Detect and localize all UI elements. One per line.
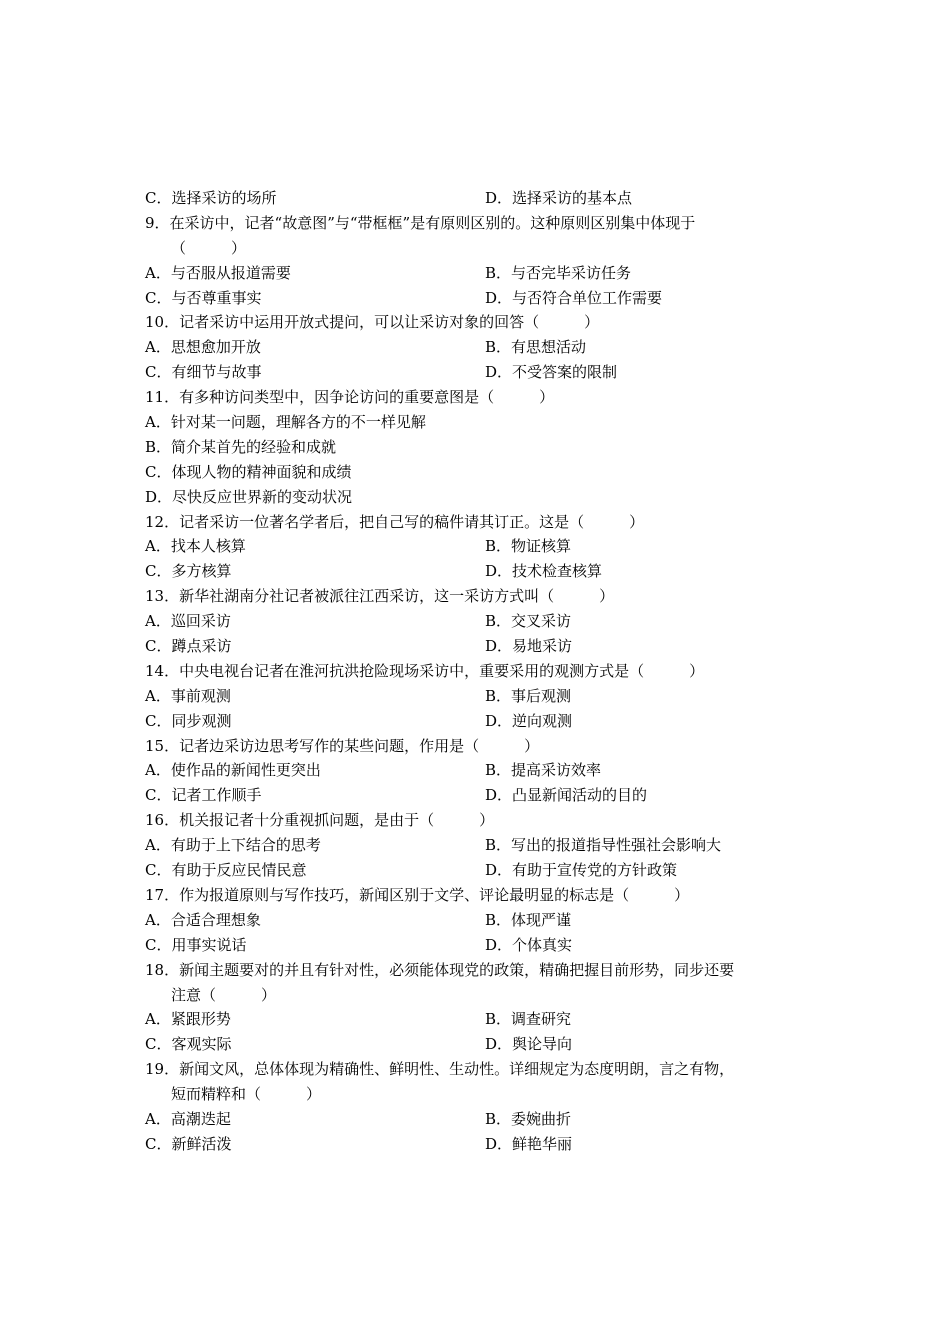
option-row — [145, 261, 815, 286]
option-row — [145, 559, 815, 584]
option-d: D．不受答案的限制 — [485, 363, 618, 382]
option-row — [145, 684, 815, 709]
option-row — [145, 634, 815, 659]
option-c: C．选择采访的场所 — [145, 189, 277, 207]
question-15-stem: 15．记者边采访边思考写作的某些问题，作用是（ ） — [145, 736, 540, 755]
option-b: B．调查研究 — [485, 1010, 572, 1029]
option-c: C．客观实际 — [145, 1035, 232, 1054]
option-a: A．事前观测 — [145, 686, 231, 705]
option-row — [145, 1007, 815, 1032]
question-9-stem: 9．在采访中，记者“故意图”与“带框框”是有原则区别的。这种原则区别集中体现于 — [145, 213, 696, 232]
option-row — [145, 286, 815, 311]
option-a: A．针对某一问题，理解各方的不一样见解 — [145, 413, 426, 432]
option-row — [145, 709, 815, 734]
option-row — [145, 1107, 815, 1132]
option-a: A．巡回采访 — [145, 612, 231, 631]
option-d: D．技术检查核算 — [485, 562, 603, 581]
option-a: A．思想愈加开放 — [145, 338, 261, 357]
option-b: B．物证核算 — [485, 537, 572, 556]
option-c: C．新鲜活泼 — [145, 1134, 232, 1153]
option-c: C．蹲点采访 — [145, 637, 232, 656]
option-row — [145, 186, 815, 211]
option-row — [145, 534, 815, 559]
question-13-stem: 13．新华社湖南分社记者被派往江西采访，这一采访方式叫（ ） — [145, 587, 615, 606]
question-9-stem-cont: （ ） — [171, 238, 247, 257]
option-row — [145, 758, 815, 783]
option-c: C．有助于反应民情民意 — [145, 861, 307, 880]
option-b: B．提高采访效率 — [485, 761, 602, 780]
option-row — [145, 858, 815, 883]
option-b: B．简介某首先的经验和成就 — [145, 437, 337, 456]
question-18-stem: 18．新闻主题要对的并且有针对性，必须能体现党的政策，精确把握目前形势，同步还要 — [145, 960, 735, 979]
option-c: C．同步观测 — [145, 711, 232, 730]
question-19-stem: 19．新闻文风，总体体现为精确性、鲜明性、生动性。详细规定为态度明朗，言之有物， — [145, 1060, 735, 1079]
option-row — [145, 933, 815, 958]
option-d: D．尽快反应世界新的变动状况 — [145, 487, 353, 506]
question-12-stem: 12．记者采访一位著名学者后，把自己写的稿件请其订正。这是（ ） — [145, 512, 645, 531]
question-14-stem: 14．中央电视台记者在淮河抗洪抢险现场采访中，重要采用的观测方式是（ ） — [145, 661, 705, 680]
option-d: D．鲜艳华丽 — [485, 1134, 573, 1153]
option-row — [145, 908, 815, 933]
option-c: C．记者工作顺手 — [145, 786, 262, 805]
option-row — [145, 335, 815, 360]
option-c: C．多方核算 — [145, 562, 232, 581]
option-b: B．有思想活动 — [485, 338, 587, 357]
option-d: D．有助于宣传党的方针政策 — [485, 861, 678, 880]
option-c: C．用事实说话 — [145, 935, 247, 954]
option-a: A．使作品的新闻性更突出 — [145, 761, 321, 780]
question-18-stem-cont: 注意（ ） — [171, 985, 277, 1004]
option-d: D．与否符合单位工作需要 — [485, 288, 663, 307]
question-19-stem-cont: 短而精粹和（ ） — [171, 1085, 322, 1104]
option-row — [145, 783, 815, 808]
option-a: A．找本人核算 — [145, 537, 246, 556]
exam-page — [145, 186, 815, 1157]
option-a: A．紧跟形势 — [145, 1010, 231, 1029]
option-a: A．高潮迭起 — [145, 1109, 231, 1128]
option-b: B．交叉采访 — [485, 612, 572, 631]
option-row — [145, 609, 815, 634]
option-b: B．事后观测 — [485, 686, 572, 705]
option-d: D．逆向观测 — [485, 711, 573, 730]
option-b: B．写出的报道指导性强社会影响大 — [485, 836, 722, 855]
question-17-stem: 17．作为报道原则与写作技巧，新闻区别于文学、评论最明显的标志是（ ） — [145, 885, 690, 904]
option-row — [145, 833, 815, 858]
option-c: C．与否尊重事实 — [145, 288, 262, 307]
question-16-stem: 16．机关报记者十分重视抓问题，是由于（ ） — [145, 811, 495, 830]
question-11-stem: 11．有多种访问类型中，因争论访问的重要意图是（ ） — [145, 388, 555, 407]
option-c: C．体现人物的精神面貌和成绩 — [145, 462, 352, 481]
option-b: B．与否完毕采访任务 — [485, 263, 632, 282]
question-10-stem: 10．记者采访中运用开放式提问，可以让采访对象的回答（ ） — [145, 313, 600, 332]
option-b: B．体现严谨 — [485, 910, 572, 929]
option-d: D．舆论导向 — [485, 1035, 573, 1054]
option-row — [145, 1032, 815, 1057]
option-row — [145, 1132, 815, 1157]
option-row — [145, 360, 815, 385]
option-c: C．有细节与故事 — [145, 363, 262, 382]
option-d: D．凸显新闻活动的目的 — [485, 786, 648, 805]
option-a: A．合适合理想象 — [145, 910, 261, 929]
option-d: D．易地采访 — [485, 637, 573, 656]
option-d: D．个体真实 — [485, 935, 573, 954]
option-b: B．委婉曲折 — [485, 1109, 572, 1128]
option-a: A．有助于上下结合的思考 — [145, 836, 321, 855]
option-d: D．选择采访的基本点 — [485, 189, 633, 207]
option-a: A．与否服从报道需要 — [145, 263, 291, 282]
